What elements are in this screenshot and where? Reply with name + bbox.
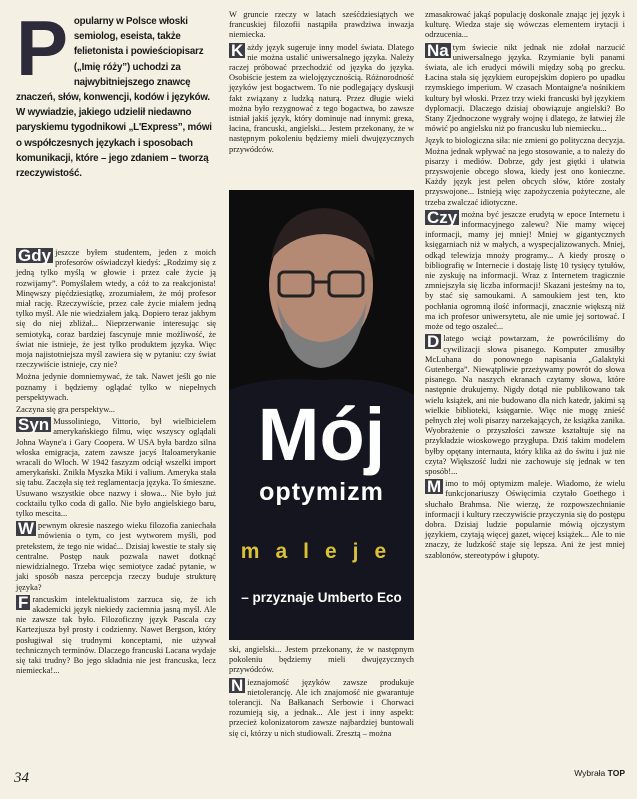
col3-paragraph: [425, 136, 625, 207]
paragraph-text: można być jeszcze erudytą w epoce Internetu i informacyjnego zalewu? Nie mamy więcej informacji, mamy jej mniej! Mniej w gigantycznych księgarniach niż w małych, a wyspecjalizowanych. Mniej, odkąd telewizja mnoży programy... A kiedy proszę o bibliografię w Internecie i dostaję listę 10 tysięcy tytułów, nie zyskuję na informacji. Wraz z Internetem tragicznie zmniejszyła się liczba informacji! Skazani jesteśmy na to, by stać się samoukami. A samoukiem jest ten, kto pochłania ogromną ilość informacji, znacznie większą niż ma ich profesor uniwersytetu, ale nie umie jej sortować. I może od tego oszaleć...: [425, 209, 625, 332]
section-initial: M: [427, 477, 442, 497]
paragraph-text: ażdy język sugeruje inny model świata. Dlatego nie można ustalić uniwersalnego języka. Należy raczej próbować przechodzić od języka do języka. Osobiście jestem za wielojęzycznością. Różnorodność języków jest bogactwem. To nie podlegający dyskusji fakt związany z ludzką naturą. Przez długie wieki można było rezygnować z tego bogactwa, bo zawsze istniał jakiś język, który dominuje nad innymi: grека, łacina, francuski, angielski... Jestem przekonany, że w następnym pokoleniu będziemy mieli dwujęzycznych przywódców.: [229, 42, 414, 154]
headline-title: Mój: [257, 393, 386, 476]
paragraph-text: zmasakrować jakąś populację doskonale znając jej język i kulturę. Wiedza staje się wówczas elementem irytacji i odrzucenia...: [425, 10, 625, 40]
col2top-paragraph: [229, 40, 414, 155]
column-2-top: [229, 10, 414, 157]
paragraph-text: ski, angielski... Jestem przekonany, że w następnym pokoleniu będziemy mieli dwujęzycznych przywódców.: [229, 645, 414, 675]
lead-paragraph: [16, 4, 216, 181]
section-initial: Na: [427, 40, 449, 60]
page-number: 34: [14, 770, 29, 786]
col1-paragraph: [16, 521, 216, 592]
col1-paragraph: [16, 405, 216, 415]
col1-paragraph: [16, 248, 216, 370]
col1-paragraph: [16, 417, 216, 519]
signature: [425, 768, 625, 778]
paragraph-text: rancuskim intelektualistom zarzuca się, że ich akademicki język niekiedy zaciemnia jasną myśl. Ale nie zawsze tak było. Filozoficzny język Pascala czy Kartezjusza był prosty i codzienny. Nawet Bergson, który posługiwał się trudnymi konceptami, nie używał technicznych terminów. Dlaczego francuski Lacana wydaje się taki trudny? Bo jego składnia nie jest francuska, lecz niemiecka!...: [16, 594, 216, 676]
col3-paragraph: [425, 40, 625, 135]
signature-name: TOP: [607, 768, 625, 778]
paragraph-text: Można jedynie domniemywać, że tak. Nawet jeśli go nie poznamy i będziemy oglądać tylko w niepełnych perspektywach.: [16, 372, 216, 402]
paragraph-text: jeszcze byłem studentem, jeden z moich profesorów oświadczył kiedyś: „Rodzimy się z jedną tylko myślą w głowie i przez całe życie ją rozwijamy”. Pomyślałem wtedy, a cóż to za reakcjonista! Minęwszy pięćdziesiątkę, zrozumiałem, że mój profesor miał rację. Rzeczywiście, przez całe życie miałem jedną tylko myśl. Ale nie wiedziałem jaką. Dopiero teraz jakbym się do niej zbliżał... Nieprzerwanie interesując się semiotyką, coraz bardziej fascynuje mnie możliwość, że świat nie istnieje, że jest tylko produktem języka. Więc moja najistotniejsza myśl zawiera się w pytaniu: czy świat rzeczywiście istnieje, czy nie?: [16, 248, 216, 370]
paragraph-text: Mussoliniego, Vittorio, był wielbicielem amerykańskiego filmu, więc wszyscy oglądali Johna Wayne'a i Gary Coopera. W USA była bardzo silna włoska emigracja, zatem zawsze jacyś Italoamerykanie wracali do Włoch. W 1942 faszyzm odciął wszelki import amerykański. Znikła Myszka Miki i valium. Ameryka stała się tabu. Zaczęła się też reglamentacja języka. To śmieszne. Usuwano wszystkie obce nazwy i słowa... Nie było już cocktailu tylko coda di gallo. Nie było angielskiego baru, tylko mescita...: [16, 417, 216, 519]
headline-title-2: optymizm: [259, 478, 384, 506]
section-initial: D: [427, 332, 440, 352]
section-initial: F: [18, 592, 29, 612]
col2top-paragraph: [229, 10, 414, 41]
column-2-bottom: [229, 645, 414, 741]
col3-paragraph: [425, 207, 625, 332]
col3-paragraph: [425, 479, 625, 561]
paragraph-text: imo to mój optymizm maleje. Wiadomo, że wielu funkcjonariuszy Oświęcimia czytało Goethego i słuchało Brahmsa. Nie wierzę, że rozpowszechnianie informacji i kultury rzeczywiście przyczynia się do postępu dobra. Dzisiaj ludzie popularnie mówią ojczystym językiem, czytają więcej gazet, więcej książek... Ale to nie znaczy, że ludzkość staje się lepsza. Ani że jest mniej szablonów, stereotypów i głupoty.: [425, 479, 625, 560]
paragraph-text: tym świecie nikt jednak nie zdołał narzucić uniwersalnego języka. Rzymianie byli panami świata, ale ich erudyci mówili między sobą po grecku. Łacina stała się językiem europejskim dopiero po upadku rzymskiego imperium. W czasach Montaigne'a nośnikiem kultury był włoski. Przez trzy wieki francuski był językiem dyplomacji. Dlaczego dzisiaj obowiązuje angielski? Bo Stany Zjednoczone wygrały wojnę i dlatego, że łatwiej źle mówić po angielsku niż po francusku lub niemiecku...: [425, 42, 625, 134]
paragraph-text: ieznajomość języków zawsze produkuje nietolerancję. Ale ich znajomość nie gwarantuje tolerancji. Na Bałkanach Serbowie i Chorwaci rozumieją się, a jednak... Ale jest i inny aspekt: przecież kolonizatorom zawsze najbardziej buntowali się ci, którzy u nich studiowali. Zresztą – można: [229, 677, 414, 738]
col3-paragraph: [425, 10, 625, 41]
section-initial: K: [231, 40, 244, 60]
section-initial: Czy: [427, 207, 458, 227]
section-initial: W: [18, 519, 35, 539]
column-1: [16, 248, 216, 678]
lead-text: opularny w Polsce włoski semiolog, eseista, także felietonista i powieściopisarz („Imię róży”) uchodzi za najwybitniejszego znawcę znaczeń, słów, konwencji, kodów i języków. W wywiadzie, jakiego udzielił niedawno paryskiemu tygodnikowi „L'Express”, mówi o współczesnych językach i sposobach komunikacji, które – jego zdaniem – tworzą rzeczywistość.: [16, 16, 212, 180]
headline-title-3: maleje: [240, 540, 403, 563]
paragraph-text: latego wciąż powtarzam, że powróciliśmy do cywilizacji słowa pisanego. Komputer zmusiłby McLuhana do ponownego napisania „Galaktyki Gutenberga”. Niewątpliwie przeżywamy powrót do słowa pisanego. Na naszych ekranach czytamy słowa, które następnie drukujemy. Nigdy dotąd nie publikowano tak wielu książek, ani nie budowano dla nich katedr, jakimi są wielkie biblioteki, księgarnie. Więc nie mogę znieść pełnych złej woli pisarzy narzekających, że książka zanika. Wyobrażenie o przyszłości zawsze kształtuje się na przykładzie wioskowego przygłupa. Dziś takim modelem byłby opętany internauta, który klika aż do świtu i już nie czyta? Większość ludzi nie zachowuje się jednak w ten sposób!...: [425, 334, 625, 476]
col3-paragraph: [425, 334, 625, 477]
column-3: [425, 10, 625, 563]
col2bottom-paragraph: [229, 645, 414, 676]
col2bottom-paragraph: [229, 675, 414, 739]
paragraph-text: Język to biologiczna siła: nie zmieni go polityczna decyzja. Można jednak wpływać na jego stosowanie, a to należy do pisarzy i mediów. Dobrze, gdy jest giętki i ułatwia przyswojenie obcego słowa, kiedy jest ono konieczne. Każdy język jest pełen obcych słów, które zostały przyswojone... Istnieją więc zapożyczenia pożyteczne, ale trzeba zwalczać idiotyczne.: [425, 136, 625, 207]
paragraph-text: Zaczyna się gra perspektyw...: [16, 405, 115, 415]
paragraph-text: pewnym okresie naszego wieku filozofia zaniechała mówienia o tym, co jest wytworem myśli, pod pretekstem, że tego nie widać... Dzisiaj kwestie te stały się centralne. Postęp nauk pozwala nawet dotknąć niewidzialnego. Trzeba więc semiotyce zadać pytanie, w jaki sposób nasza percepcja rzeczy buduje strukturę języka?: [16, 521, 216, 592]
col1-paragraph: [16, 592, 216, 677]
headline-byline: – przyznaje Umberto Eco: [241, 590, 402, 605]
col1-paragraph: [16, 372, 216, 403]
section-initial: Gdy: [18, 246, 52, 265]
section-initial: N: [231, 675, 244, 695]
lead-drop-cap: P: [16, 4, 68, 92]
paragraph-text: W gruncie rzeczy w latach sześćdziesiątych we francuskiej filozofii nastąpiła prawdziwa inwazja niemiecka.: [229, 10, 414, 40]
signature-prefix: Wybrała: [574, 768, 606, 778]
section-initial: Syn: [18, 415, 50, 435]
